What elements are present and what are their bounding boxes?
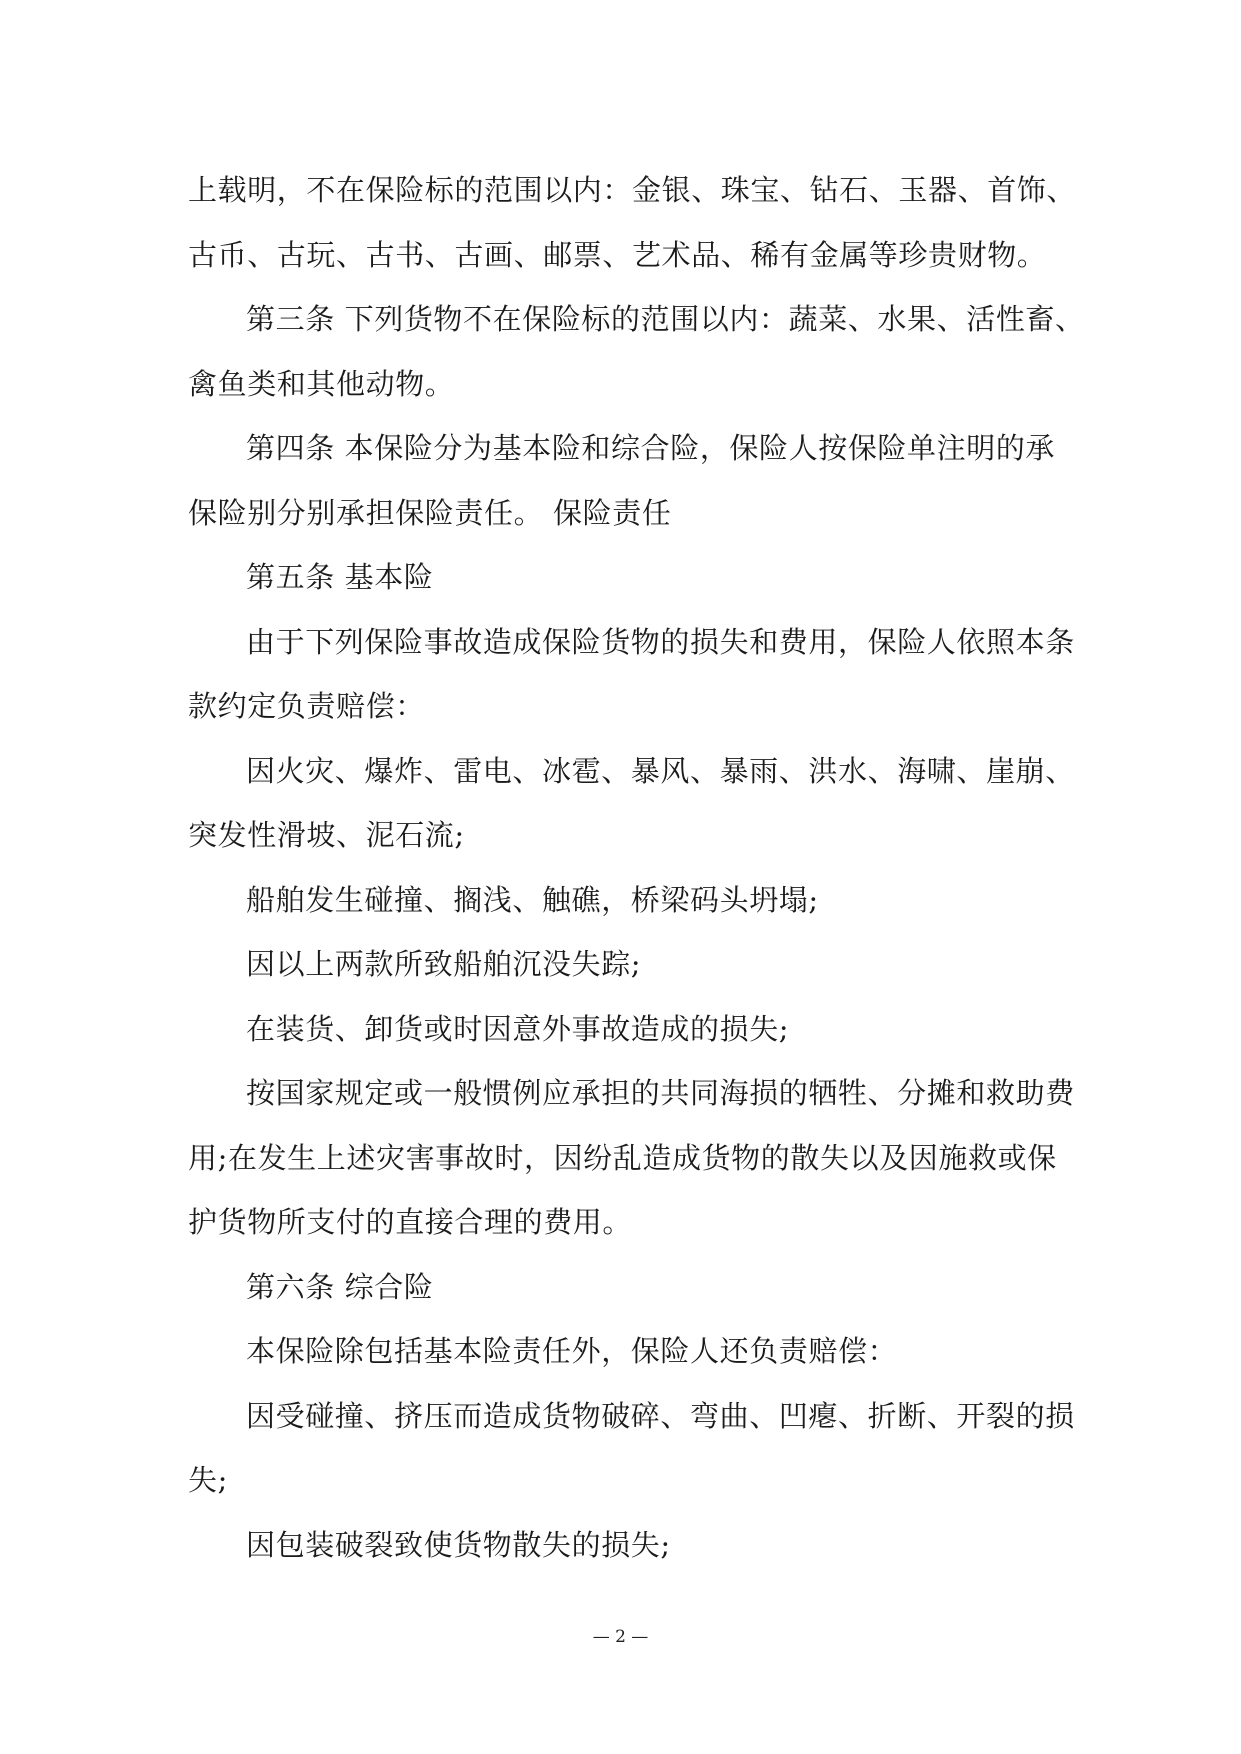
text-line: 护货物所支付的直接合理的费用。 (188, 1205, 633, 1239)
text-line: 因受碰撞、挤压而造成货物破碎、弯曲、凹瘪、折断、开裂的损 (246, 1398, 1075, 1433)
text-line: 失; (188, 1463, 228, 1497)
text-line: 古币、古玩、古书、古画、邮票、艺术品、稀有金属等珍贵财物。 (188, 237, 1047, 272)
text-line: 按国家规定或一般惯例应承担的共同海损的牺牲、分摊和救助费 (246, 1076, 1075, 1110)
text-line: 因以上两款所致船舶沉没失踪; (246, 947, 642, 981)
text-line: 在装货、卸货或时因意外事故造成的损失; (246, 1011, 790, 1046)
text-line: 本保险除包括基本险责任外，保险人还负责赔偿： (246, 1334, 898, 1368)
text-line: 禽鱼类和其他动物。 (188, 366, 455, 401)
text-line: 因包装破裂致使货物散失的损失; (246, 1527, 671, 1562)
document-body (188, 158, 1085, 1577)
article-6-heading: 第六条 综合险 (246, 1269, 434, 1304)
page-number: — 2 — (592, 1627, 649, 1647)
text-line: 由于下列保险事故造成保险货物的损失和费用，保险人依照本条 (246, 624, 1075, 659)
text-line: 上载明，不在保险标的范围以内：金银、珠宝、钻石、玉器、首饰、 (188, 173, 1077, 207)
text-line: 突发性滑坡、泥石流; (188, 818, 465, 852)
text-line: 保险别分别承担保险责任。 保险责任 (188, 495, 672, 530)
article-4-heading-line: 第四条 本保险分为基本险和综合险，保险人按保险单注明的承 (246, 431, 1056, 465)
article-3-heading-line: 第三条 下列货物不在保险标的范围以内：蔬菜、水果、活性畜、 (246, 302, 1085, 336)
text-line: 款约定负责赔偿： (188, 689, 425, 723)
text-line: 因火灾、爆炸、雷电、冰雹、暴风、暴雨、洪水、海啸、崖崩、 (246, 753, 1075, 788)
text-line: 船舶发生碰撞、搁浅、触礁，桥梁码头坍塌; (246, 882, 819, 917)
article-5-heading: 第五条 基本险 (246, 560, 434, 594)
text-line: 用;在发生上述灾害事故时，因纷乱造成货物的散失以及因施救或保 (188, 1140, 1057, 1175)
